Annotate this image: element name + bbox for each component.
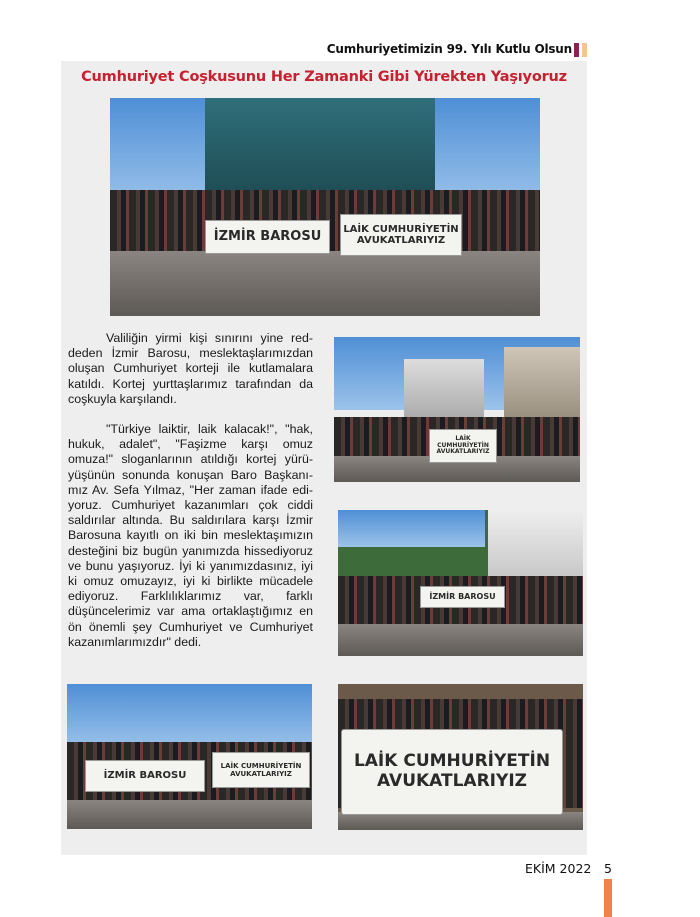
banner-izmir-barosu: İZMİR BAROSU xyxy=(205,220,330,254)
issue-date: EKİM 2022 xyxy=(525,861,592,876)
page-tab-bar xyxy=(604,879,612,917)
page-number: 5 xyxy=(604,861,612,876)
banner-izmir-barosu: İZMİR BAROSU xyxy=(85,760,205,792)
banner-laik: LAİK CUMHURİYETİN AVUKATLARIYIZ xyxy=(429,429,497,463)
header-bar-purple xyxy=(574,43,579,57)
paragraph: "Türkiye laiktir, laik kalacak!", "hak, hukuk, adalet", "Faşizme karşı omuz omuza!" sloganlarının atıldığı kortej yürüyüşünün sonunda konuşan Baro Başkanımız Av. Sefa Yılmaz, "Her zaman ifade ediyoruz. Cumhuriyet kazanımları çok ciddi saldırılar altında. Bu saldırılara karşı İzmir Barosuna kayıtlı on iki bin meslektaşımızın desteğini biz bugün yanımızda hissediyoruz ve bunu yaşıyoruz. İyi ki yanımızdasınız, iyi ki omuz omuzayız, iyi ki birlikte mücadele ediyoruz. Farklılıklarımız var, farklı düşüncelerimiz var ama ortaklaştığımız en ön önemli şey Cumhuriyet ve Cumhuriyet kazanımlarımızdır" dedi. xyxy=(68,422,313,649)
banner-laik: LAİK CUMHURİYETİN AVUKATLARIYIZ xyxy=(340,214,462,256)
banner-izmir-barosu: İZMİR BAROSU xyxy=(420,586,505,608)
article-body xyxy=(68,331,313,650)
photo-march-street xyxy=(334,337,580,482)
photo-seaside-group xyxy=(67,684,312,829)
photo-main-group xyxy=(110,98,540,316)
paragraph: Valiliğin yirmi kişi sınırını yine reddeden İzmir Barosu, meslektaşlarımızdan oluşan Cumhuriyet korteji ile kutlamalara katıldı. Kortej yurttaşlarımız tarafından da coşkuyla karşılandı. xyxy=(68,331,313,406)
banner-laik: LAİK CUMHURİYETİN AVUKATLARIYIZ xyxy=(341,729,563,815)
photo-march-trees xyxy=(338,510,583,656)
photo-banner-closeup xyxy=(338,684,583,830)
header-slogan: Cumhuriyetimizin 99. Yılı Kutlu Olsun xyxy=(326,42,572,56)
header-bar-peach xyxy=(582,43,587,57)
article-title: Cumhuriyet Coşkusunu Her Zamanki Gibi Yürekten Yaşıyoruz xyxy=(81,69,567,85)
banner-laik: LAİK CUMHURİYETİN AVUKATLARIYIZ xyxy=(212,752,310,788)
